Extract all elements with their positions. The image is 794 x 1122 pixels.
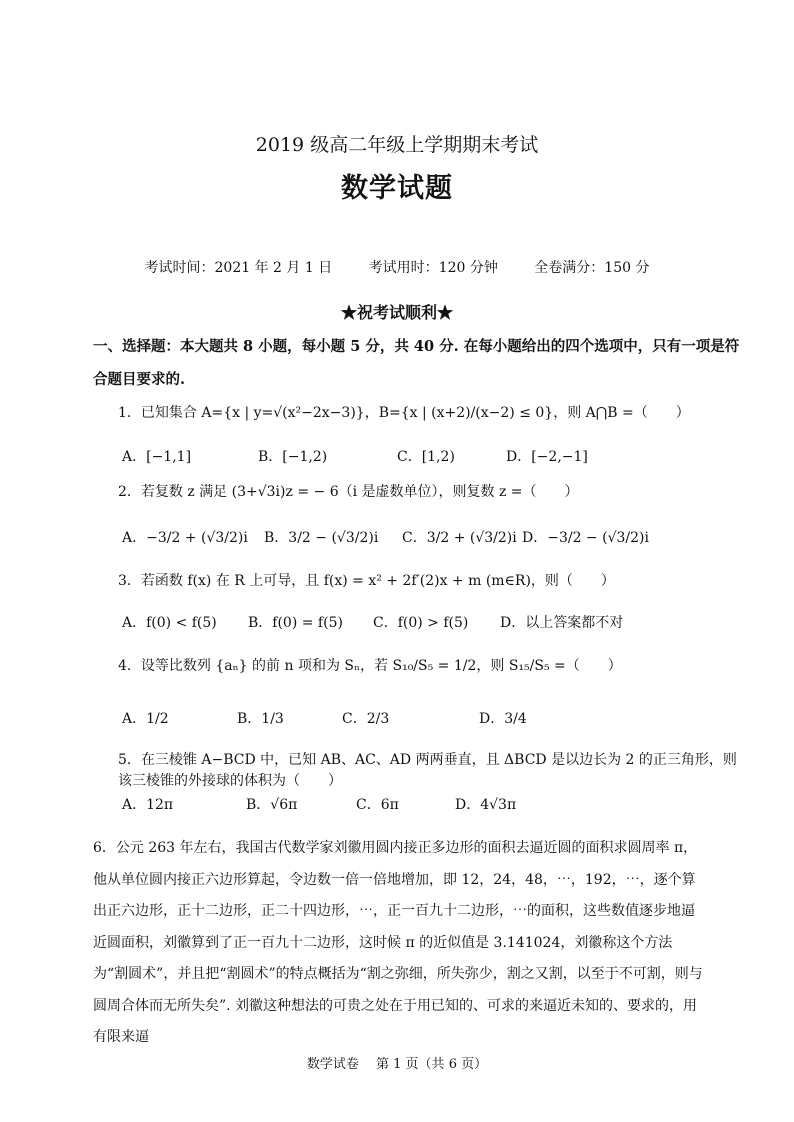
question-3-option-b: B．f(0) = f(5): [248, 615, 343, 631]
question-4-option-b: B．1/3: [237, 711, 284, 727]
exam-info: [0, 257, 794, 277]
question-5-option-c: C．6π: [356, 797, 399, 813]
exam-date: 考试时间：2021 年 2 月 1 日: [144, 260, 333, 276]
question-5-stem-line2: 该三棱锥的外接球的体积为（ ）: [118, 773, 342, 789]
question-4-option-c: C．2/3: [342, 711, 390, 727]
question-3-option-c: C．f(0) > f(5): [373, 615, 469, 631]
question-1-option-a: A．[−1,1]: [122, 449, 192, 465]
question-6-text: 6．公元 263 年左右，我国古代数学家刘徽用圆内接正多边形的面积去逼近圆的面积求圆周率 π，他从单位圆内接正六边形算起，令边数一倍一倍地增加，即 12，24，48，⋯，192，⋯，逐个算出正六边形，正十二边形，正二十四边形，⋯，正一百九十二边形，⋯的面积，这些数值逐步地逼近圆面积，刘徽算到了正一百九十二边形，这时候 π 的近似值是 3.141024，刘徽称这个方法为“割圆术”，并且把“割圆术”的特点概括为“割之弥细，所失弥少，割之又割，以至于不可割，则与圆周合体而无所失矣”. 刘徽这种想法的可贵之处在于用已知的、可求的来逼近未知的、要求的，用有限来逼: [93, 840, 703, 1045]
question-2-option-b: B．3/2 − (√3/2)i: [264, 530, 379, 546]
page-footer: 数学试卷 第 1 页（共 6 页）: [306, 1057, 488, 1072]
question-4-stem: 4．设等比数列 {aₙ} 的前 n 项和为 Sₙ，若 S₁₀/S₅ = 1/2，则 S₁₅/S₅ =（ ）: [118, 658, 622, 674]
question-3-option-d: D．以上答案都不对: [500, 615, 624, 631]
full-score: 全卷满分：150 分: [534, 260, 650, 276]
question-2-option-a: A．−3/2 + (√3/2)i: [122, 530, 248, 546]
question-1-option-d: D．[−2,−1]: [506, 449, 588, 465]
subject-title: 数学试题: [341, 173, 453, 204]
question-1-option-b: B．[−1,2): [258, 449, 328, 465]
question-2-option-d: D．−3/2 − (√3/2)i: [522, 530, 649, 546]
exam-title: 2019 级高二年级上学期期末考试: [255, 134, 539, 156]
question-5-stem-line1: 5．在三棱锥 A−BCD 中，已知 AB、AC、AD 两两垂直，且 ΔBCD 是以边长为 2 的正三角形，则: [118, 752, 737, 768]
question-2-option-c: C．3/2 + (√3/2)i: [402, 530, 517, 546]
question-4-option-a: A．1/2: [122, 711, 169, 727]
question-1-stem: 1．已知集合 A={x | y=√(x²−2x−3)}，B={x | (x+2)/(x−2) ≤ 0}，则 A⋂B =（ ）: [118, 405, 690, 421]
question-3-option-a: A．f(0) < f(5): [122, 615, 217, 631]
question-5-option-b: B．√6π: [246, 797, 298, 813]
question-2-stem: 2．若复数 z 满足 (3+√3i)z = − 6（i 是虚数单位），则复数 z =（ ）: [118, 484, 579, 500]
question-4-option-d: D．3/4: [479, 711, 527, 727]
good-luck-banner: ★祝考试顺利★: [340, 303, 453, 322]
section-heading-line2: 合题目要求的.: [93, 371, 186, 388]
question-5-option-a: A．12π: [122, 797, 174, 813]
question-3-stem: 3．若函数 f(x) 在 R 上可导，且 f(x) = x² + 2f′(2)x + m (m∈R)，则（ ）: [118, 573, 615, 589]
exam-duration: 考试用时：120 分钟: [368, 260, 498, 276]
question-5-option-d: D．4√3π: [455, 797, 517, 813]
question-1-option-c: C．[1,2): [397, 449, 455, 465]
section-heading-line1: 一、选择题：本大题共 8 小题，每小题 5 分，共 40 分. 在每小题给出的四个选项中，只有一项是符: [93, 338, 740, 355]
